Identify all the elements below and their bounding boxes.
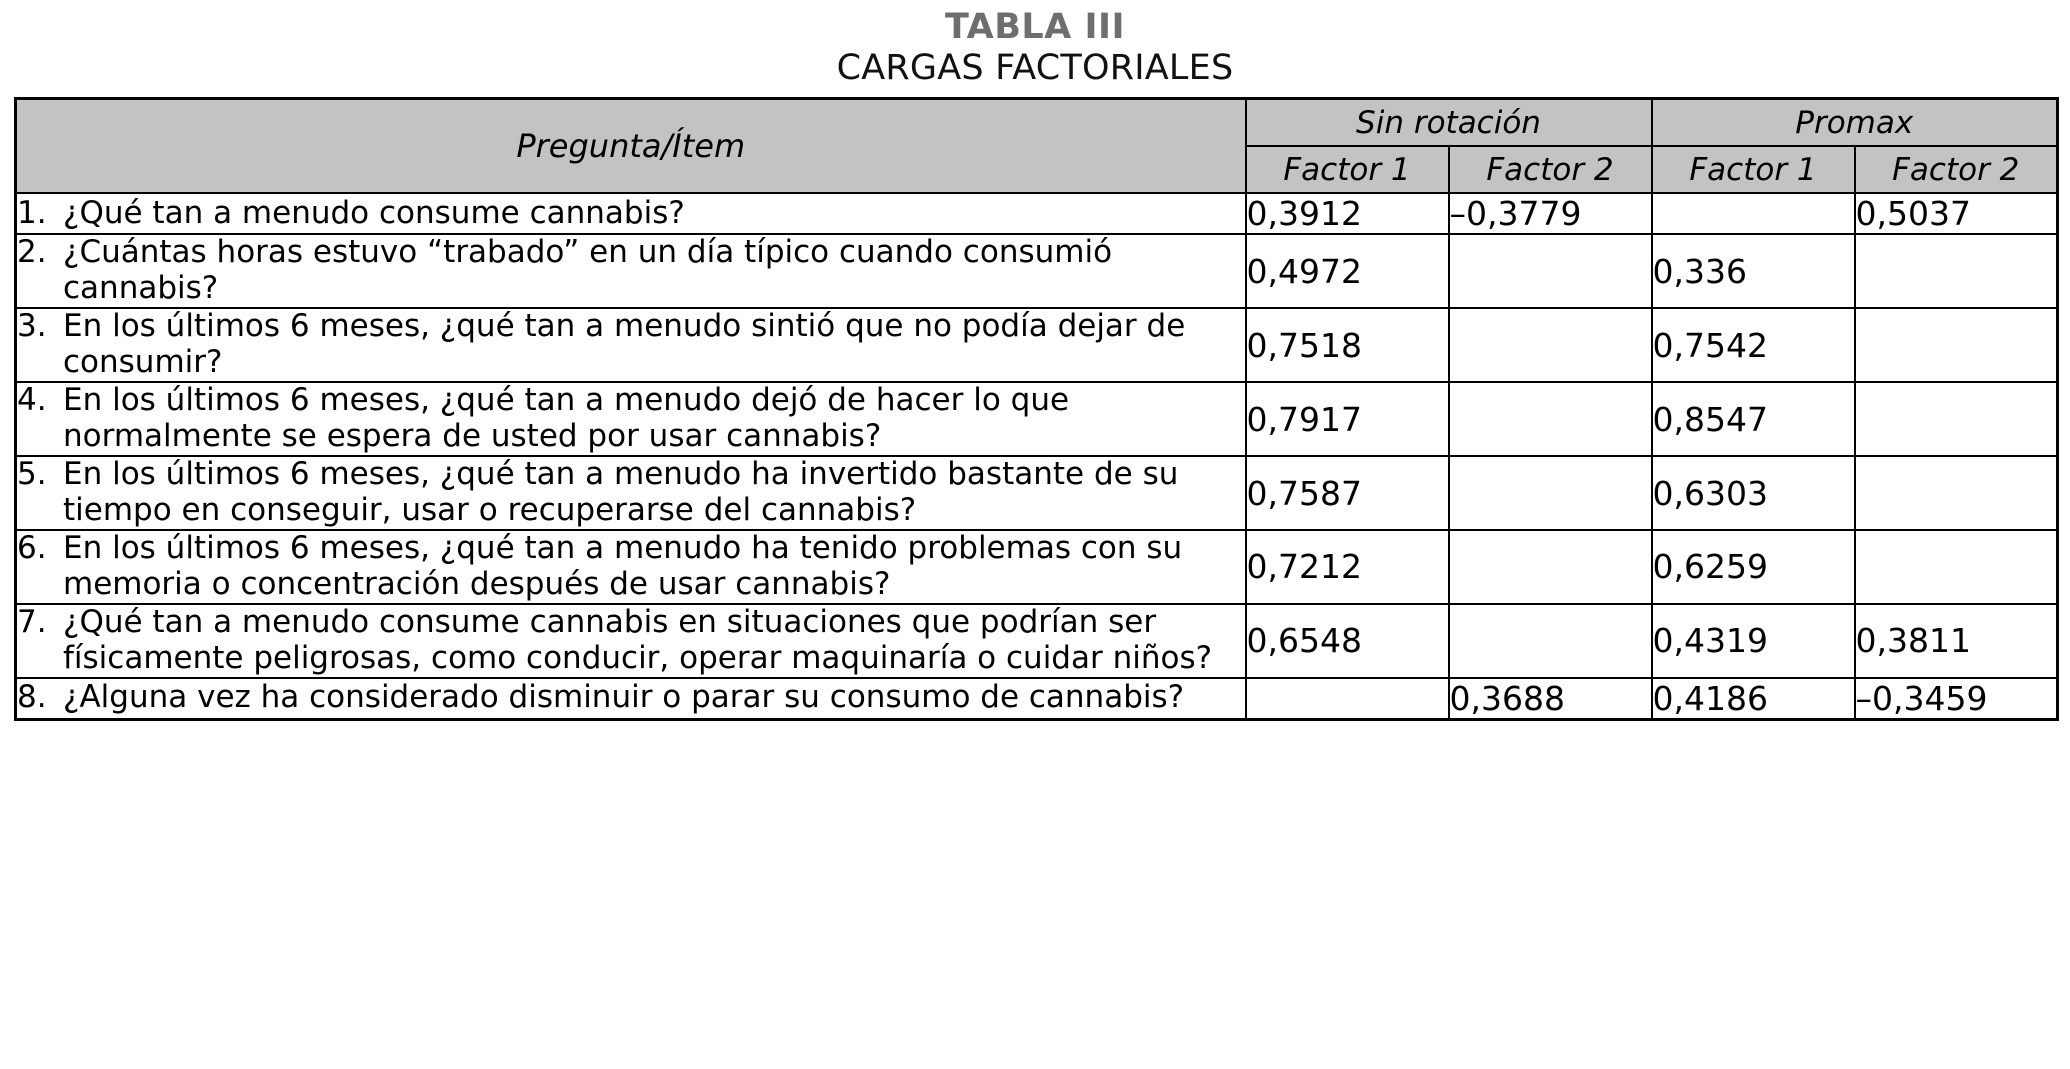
value-promax-factor1: 0,8547 — [1652, 382, 1855, 456]
question-text: En los últimos 6 meses, ¿qué tan a menudo ha invertido bastante de su tiempo en conseguir, usar o recuperarse del cannabis? — [63, 456, 1179, 529]
question-number: 2. — [17, 234, 47, 271]
value-sinrot-factor2 — [1449, 530, 1652, 604]
table-subtitle: CARGAS FACTORIALES — [836, 48, 1234, 89]
question-cell — [16, 678, 1246, 720]
question-number: 8. — [17, 679, 47, 716]
question-number: 7. — [17, 603, 47, 640]
question-number: 5. — [17, 456, 47, 493]
table-row — [16, 308, 2058, 382]
value-sinrot-factor1: 0,3912 — [1246, 193, 1449, 234]
value-sinrot-factor2 — [1449, 604, 1652, 678]
column-header-sinrot-factor1: Factor 1 — [1246, 146, 1449, 193]
value-sinrot-factor1: 0,7518 — [1246, 308, 1449, 382]
value-sinrot-factor1: 0,6548 — [1246, 604, 1449, 678]
question-text: En los últimos 6 meses, ¿qué tan a menudo ha tenido problemas con su memoria o concentración después de usar cannabis? — [63, 530, 1183, 602]
question-cell — [16, 193, 1246, 234]
value-promax-factor2: 0,3811 — [1855, 604, 2058, 678]
table-row — [16, 530, 2058, 604]
table-title: TABLA III — [944, 7, 1126, 47]
question-text: ¿Cuántas horas estuvo “trabado” en un día típico cuando consumió cannabis? — [63, 234, 1113, 307]
table-row — [16, 604, 2058, 678]
table-body — [16, 193, 2058, 719]
question-cell — [16, 604, 1246, 678]
question-number: 3. — [17, 308, 47, 345]
column-group-header-promax: Promax — [1652, 99, 2058, 147]
value-promax-factor2 — [1855, 530, 2058, 604]
question-text: ¿Qué tan a menudo consume cannabis? — [63, 194, 685, 231]
value-promax-factor1: 0,336 — [1652, 234, 1855, 308]
table-header-row-groups — [16, 99, 2058, 147]
factor-loadings-table — [14, 97, 2059, 720]
question-cell — [16, 308, 1246, 382]
table-row — [16, 456, 2058, 530]
column-group-header-sin-rotacion: Sin rotación — [1246, 99, 1652, 147]
question-number: 1. — [17, 194, 47, 231]
value-promax-factor2: –0,3459 — [1855, 678, 2058, 720]
value-sinrot-factor2 — [1449, 382, 1652, 456]
table-row — [16, 382, 2058, 456]
value-promax-factor2 — [1855, 234, 2058, 308]
question-text: En los últimos 6 meses, ¿qué tan a menudo dejó de hacer lo que normalmente se espera de usted por usar cannabis? — [63, 382, 1070, 455]
value-sinrot-factor1: 0,4972 — [1246, 234, 1449, 308]
column-header-promax-factor1: Factor 1 — [1652, 146, 1855, 193]
column-header-sinrot-factor2: Factor 2 — [1449, 146, 1652, 193]
question-cell — [16, 234, 1246, 308]
question-text: En los últimos 6 meses, ¿qué tan a menudo sintió que no podía dejar de consumir? — [63, 308, 1186, 381]
question-text: ¿Alguna vez ha considerado disminuir o parar su consumo de cannabis? — [63, 679, 1185, 716]
question-cell — [16, 382, 1246, 456]
column-header-promax-factor2: Factor 2 — [1855, 146, 2058, 193]
table-row — [16, 193, 2058, 234]
question-text: ¿Qué tan a menudo consume cannabis en situaciones que podrían ser físicamente peligrosas, como conducir, operar maquinaría o cuidar niños? — [63, 603, 1213, 676]
value-sinrot-factor2: 0,3688 — [1449, 678, 1652, 720]
value-promax-factor1: 0,6259 — [1652, 530, 1855, 604]
value-promax-factor2 — [1855, 382, 2058, 456]
value-promax-factor1: 0,7542 — [1652, 308, 1855, 382]
question-cell — [16, 456, 1246, 530]
value-sinrot-factor2: –0,3779 — [1449, 193, 1652, 234]
table-row — [16, 234, 2058, 308]
value-sinrot-factor2 — [1449, 308, 1652, 382]
table-row — [16, 678, 2058, 720]
value-sinrot-factor1: 0,7917 — [1246, 382, 1449, 456]
question-number: 6. — [17, 530, 47, 566]
table-title-block — [14, 8, 2056, 88]
value-sinrot-factor1: 0,7212 — [1246, 530, 1449, 604]
value-promax-factor2: 0,5037 — [1855, 193, 2058, 234]
value-sinrot-factor1: 0,7587 — [1246, 456, 1449, 530]
value-promax-factor2 — [1855, 308, 2058, 382]
column-header-item: Pregunta/Ítem — [16, 99, 1246, 194]
question-cell — [16, 530, 1246, 604]
value-promax-factor2 — [1855, 456, 2058, 530]
value-sinrot-factor2 — [1449, 234, 1652, 308]
value-promax-factor1 — [1652, 193, 1855, 234]
question-number: 4. — [17, 382, 47, 419]
value-promax-factor1: 0,6303 — [1652, 456, 1855, 530]
value-sinrot-factor1 — [1246, 678, 1449, 720]
value-promax-factor1: 0,4319 — [1652, 604, 1855, 678]
value-promax-factor1: 0,4186 — [1652, 678, 1855, 720]
value-sinrot-factor2 — [1449, 456, 1652, 530]
table-head — [16, 99, 2058, 194]
